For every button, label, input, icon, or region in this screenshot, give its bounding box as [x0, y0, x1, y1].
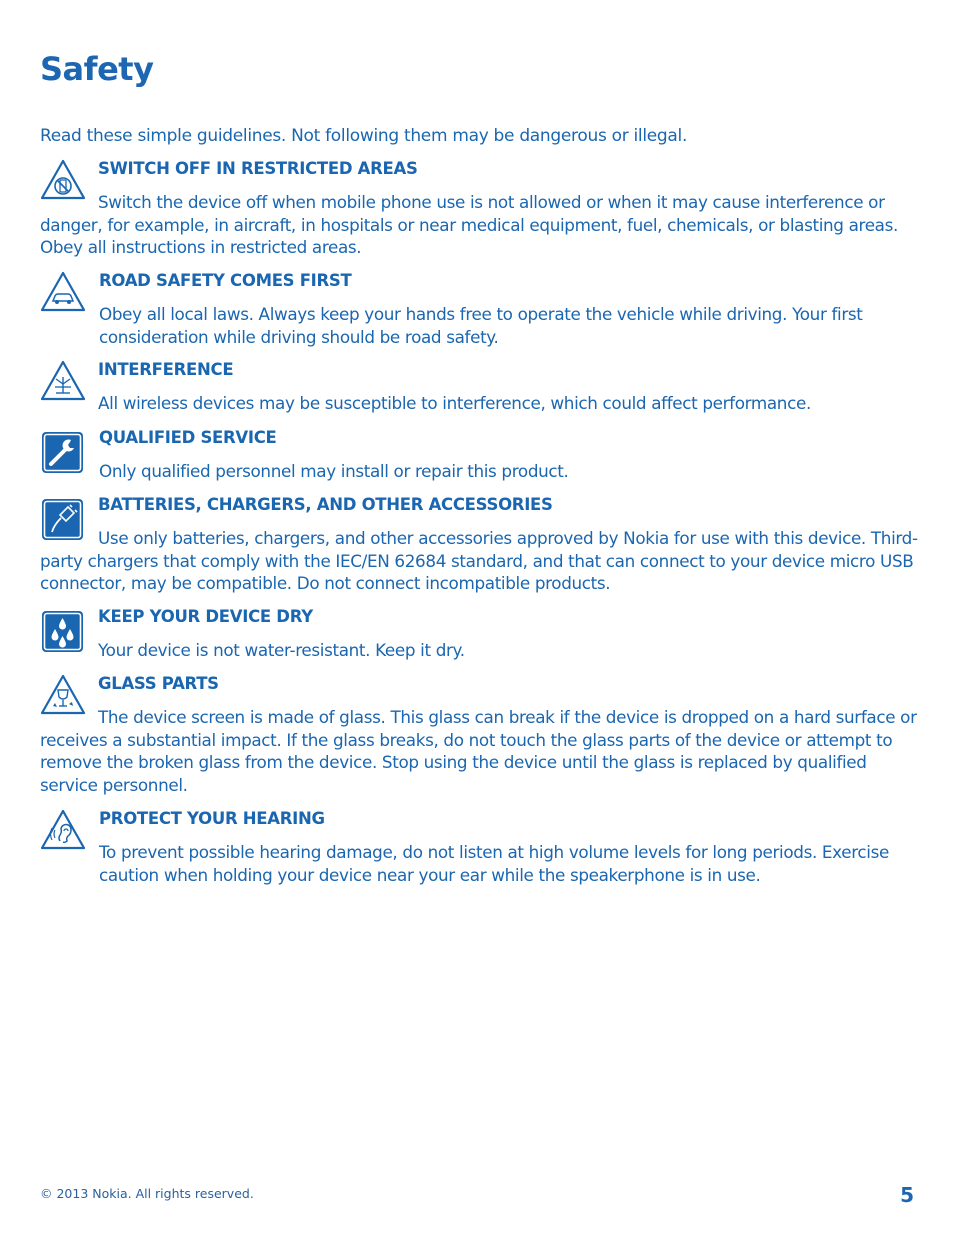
car-warning-icon [40, 270, 86, 316]
section-road-safety [40, 270, 918, 348]
page-title: Safety [40, 50, 154, 88]
water-drops-icon [40, 609, 86, 655]
broken-glass-warning-icon [40, 673, 86, 719]
section-heading: QUALIFIED SERVICE [99, 428, 277, 447]
section-interference [40, 359, 918, 415]
section-body: To prevent possible hearing damage, do not listen at high volume levels for long periods. Exercise caution when holding your device near your ear while the speakerphone is in use. [99, 842, 889, 885]
section-heading: KEEP YOUR DEVICE DRY [98, 607, 313, 626]
section-heading: ROAD SAFETY COMES FIRST [99, 271, 352, 290]
page-number: 5 [900, 1183, 914, 1207]
no-phone-warning-icon [40, 158, 86, 204]
section-heading: BATTERIES, CHARGERS, AND OTHER ACCESSORIES [98, 495, 553, 514]
section-glass-parts [40, 673, 918, 796]
section-body: Obey all local laws. Always keep your hands free to operate the vehicle while driving. Your first consideration while driving should be road safety. [99, 304, 863, 347]
section-body: All wireless devices may be susceptible to interference, which could affect performance. [98, 393, 811, 413]
section-heading: SWITCH OFF IN RESTRICTED AREAS [98, 159, 418, 178]
section-switch-off [40, 158, 918, 259]
section-body: The device screen is made of glass. This glass can break if the device is dropped on a hard surface or receives a substantial impact. If the glass breaks, do not touch the glass parts of the device or attempt to remove the broken glass from the device. Stop using the device until the glass is replaced by qualified service personnel. [40, 707, 917, 795]
section-heading: INTERFERENCE [98, 360, 234, 379]
section-body: Your device is not water-resistant. Keep it dry. [98, 640, 465, 660]
section-body: Switch the device off when mobile phone use is not allowed or when it may cause interference or danger, for example, in aircraft, in hospitals or near medical equipment, fuel, chemicals, or blasting areas. Obey all instructions in restricted areas. [40, 192, 898, 257]
section-heading: PROTECT YOUR HEARING [99, 809, 325, 828]
section-heading: GLASS PARTS [98, 674, 219, 693]
section-keep-dry [40, 606, 918, 662]
section-body: Only qualified personnel may install or repair this product. [99, 461, 569, 481]
section-body: Use only batteries, chargers, and other accessories approved by Nokia for use with this device. Third-party chargers that comply with the IEC/EN 62684 standard, and that can connect to your device micro USB connector, may be compatible. Do not connect incompatible products. [40, 528, 918, 593]
wrench-icon [40, 430, 86, 476]
section-qualified-service [40, 427, 918, 483]
section-hearing [40, 808, 918, 886]
section-batteries [40, 494, 918, 595]
ear-warning-icon [40, 808, 86, 854]
intro-text: Read these simple guidelines. Not following them may be dangerous or illegal. [40, 126, 688, 146]
charger-plug-icon [40, 497, 86, 543]
interference-warning-icon [40, 359, 86, 405]
footer-copyright: © 2013 Nokia. All rights reserved. [40, 1186, 254, 1201]
